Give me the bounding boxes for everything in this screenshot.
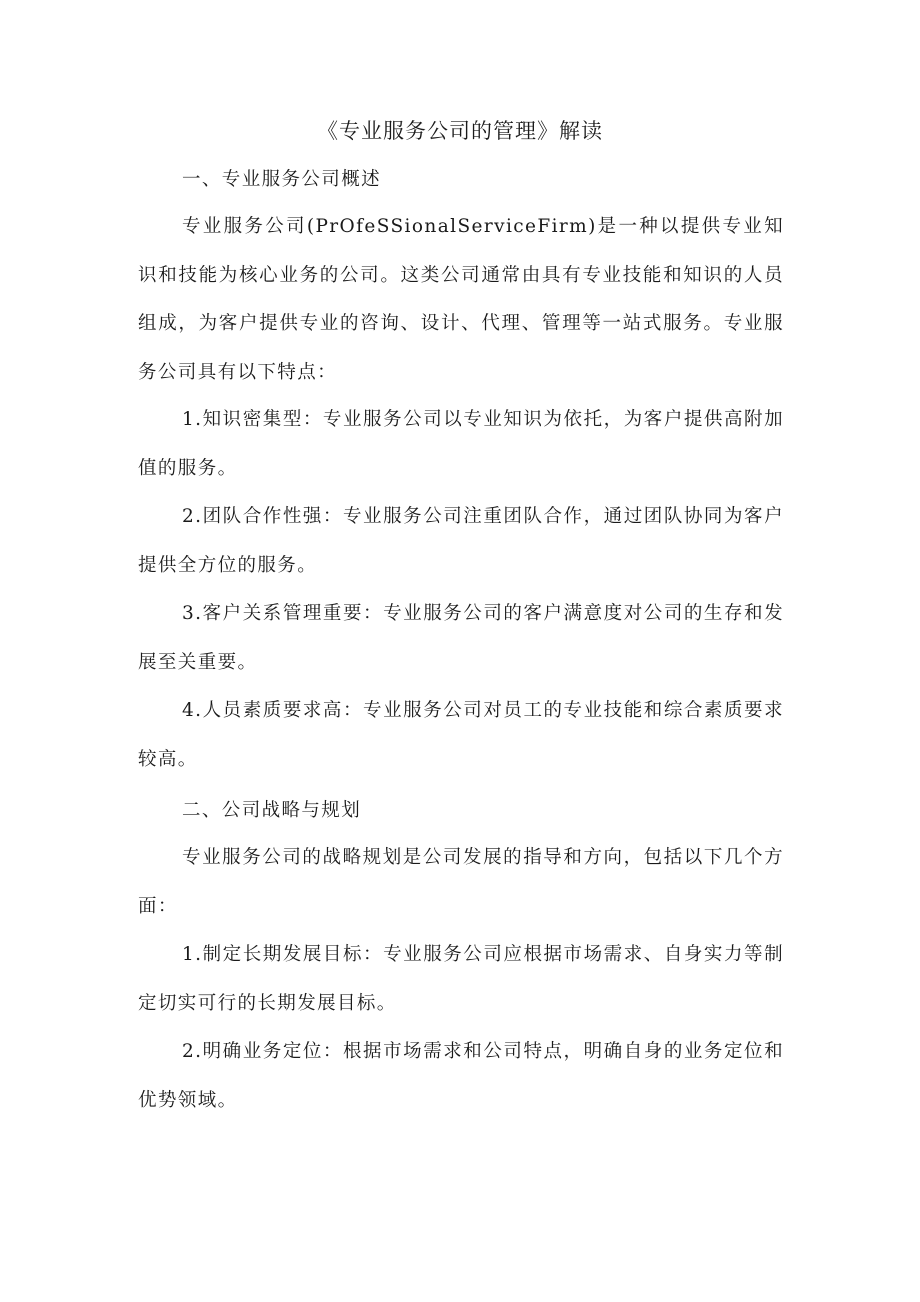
section-2-intro-paragraph: 专业服务公司的战略规划是公司发展的指导和方向，包括以下几个方面： (138, 847, 784, 917)
section-1-heading: 一、专业服务公司概述 (182, 169, 382, 190)
section-1-item-3: 3.客户关系管理重要：专业服务公司的客户满意度对公司的生存和发展至关重要。 (138, 603, 784, 673)
section-2-item-1: 1.制定长期发展目标：专业服务公司应根据市场需求、自身实力等制定切实可行的长期发展目标。 (138, 944, 784, 1014)
section-2-heading: 二、公司战略与规划 (182, 800, 362, 821)
section-1-item-1: 1.知识密集型：专业服务公司以专业知识为依托，为客户提供高附加值的服务。 (138, 409, 784, 479)
document-title: 《专业服务公司的管理》解读 (317, 119, 603, 143)
section-2-item-2: 2.明确业务定位：根据市场需求和公司特点，明确自身的业务定位和优势领域。 (138, 1041, 784, 1111)
section-1-intro-paragraph: 专业服务公司(PrOfeSSionalServiceFirm)是一种以提供专业知识和技能为核心业务的公司。这类公司通常由具有专业技能和知识的人员组成，为客户提供专业的咨询、设计、代理、管理等一站式服务。专业服务公司具有以下特点： (138, 216, 784, 383)
section-1-item-4: 4.人员素质要求高：专业服务公司对员工的专业技能和综合素质要求较高。 (138, 700, 784, 770)
section-1-item-2: 2.团队合作性强：专业服务公司注重团队合作，通过团队协同为客户提供全方位的服务。 (138, 506, 784, 576)
